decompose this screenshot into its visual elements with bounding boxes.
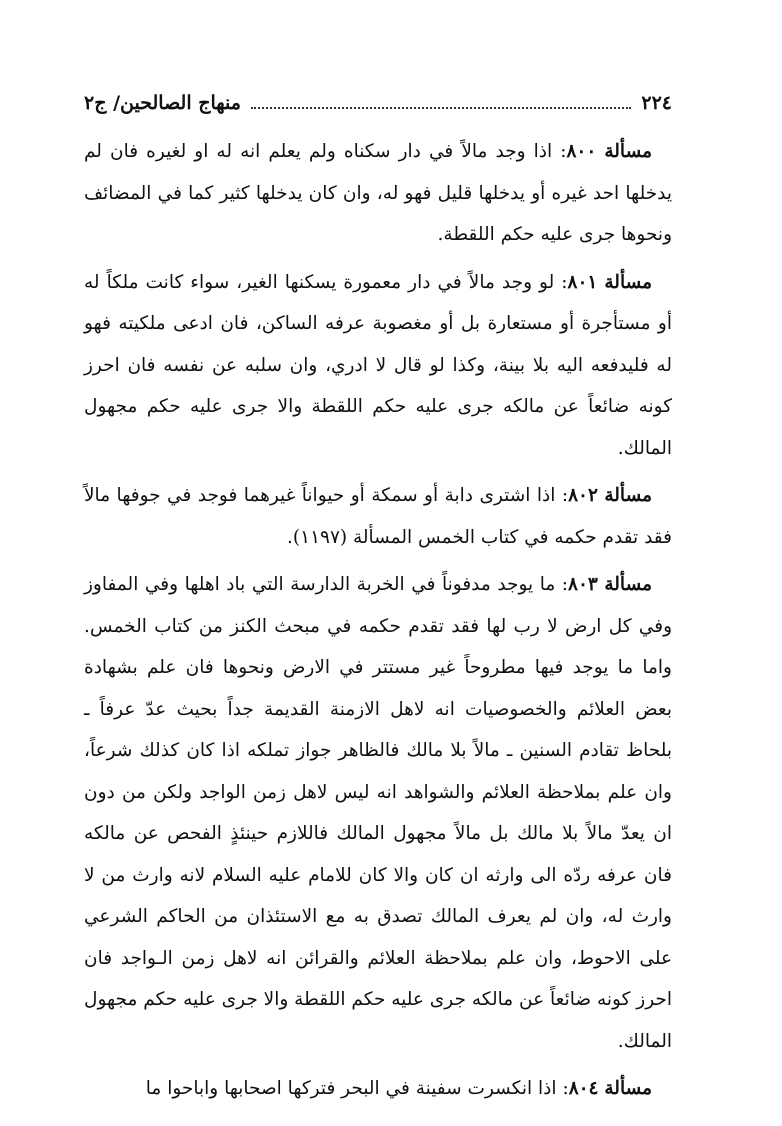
issue-label: مسألة (604, 574, 652, 595)
issue-number: ٨٠٢ (568, 485, 598, 506)
issue-label: مسألة (604, 271, 652, 293)
issue-text: ما يوجد مدفوناً في الخربة الدارسة التي باد اهلها وفي المفاوز وفي كل ارض لا رب لها فقد تقدم حكمه في مبحث الكنز من كتاب الخمس. واما ما يوجد فيها مطروحاً غير مستتر في الارض ونحوها فان علم بشهادة بعض العلائم والخصوصيات انه لاهل الازمنة القديمة جداً بحيث عدّ عرفاً ـ بلحاظ تقادم السنين ـ مالاً بلا مالك فالظاهر جواز تملكه اذا كان كذلك شرعاً، وان علم بملاحظة العلائم والشواهد انه ليس لاهل زمن الواجد ولكن من دون ان يعدّ مالاً بلا مالك بل مالاً مجهول المالك فاللازم حينئذٍ الفحص عن مالكه فان عرفه ردّه الى وارثه ان كان والا كان للامام عليه السلام لانه وارث من لا وارث له، وان لم يعرف المالك تصدق به مع الاستئذان من الحاكم الشرعي على الاحوط، وان علم بملاحظة العلائم والقرائن انه لاهل زمن الـواجد فان احرز كونه ضائعاً عن مالكه جرى عليه حكم اللقطة والا جرى عليه حكم مجهول المالك. (84, 574, 672, 1052)
issue-text: اذا انكسرت سفينة في البحر فتركها اصحابها واباحوا ما (145, 1078, 557, 1099)
issue-804: مسألة ٨٠٤: اذا انكسرت سفينة في البحر فتركها اصحابها واباحوا ما (145, 1078, 652, 1099)
issue-802: مسألة ٨٠٢: اذا اشترى دابة أو سمكة أو حيواناً غيرهما فوجد في جوفها مالاً فقد تقدم حكمه في كتاب الخمس المسألة (١١٩٧). (84, 485, 672, 548)
issue-text: لو وجد مالاً في دار معمورة يسكنها الغير، سواء كانت ملكاً له أو مستأجرة أو مستعارة بل أو مغصوبة عرفه الساكن، فان ادعى ملكيته فهو له فليدفعه اليه بلا بينة، وكذا لو قال لا ادري، وان سلبه عن نفسه فان احرز كونه ضائعاً عن مالكه جرى عليه حكم اللقطة والا جرى عليه حكم مجهول المالك. (84, 271, 672, 459)
issue-number: ٨٠٣ (568, 574, 598, 595)
issue-label: مسألة (604, 1078, 652, 1099)
issue-800: مسألة ٨٠٠: اذا وجد مالاً في دار سكناه ولم يعلم انه له او لغيره فان لم يدخلها احد غيره أو يدخلها قليل فهو له، وان كان يدخلها كثير كما في المضائف ونحوها جرى عليه حكم اللقطة. (84, 141, 672, 245)
issue-label: مسألة (604, 141, 652, 162)
header-leader-dots (251, 107, 631, 109)
issue-label: مسألة (604, 485, 652, 506)
page-number: ٢٢٤ (641, 92, 672, 114)
issue-text: اذا اشترى دابة أو سمكة أو حيواناً غيرهما فوجد في جوفها مالاً فقد تقدم حكمه في كتاب الخمس المسألة (١١٩٧). (84, 485, 672, 548)
running-header (84, 92, 672, 115)
issue-text: اذا وجد مالاً في دار سكناه ولم يعلم انه له او لغيره فان لم يدخلها احد غيره أو يدخلها قليل فهو له، وان كان يدخلها كثير كما في المضائف ونحوها جرى عليه حكم اللقطة. (84, 141, 672, 245)
issue-number: ٨٠٠ (566, 141, 597, 162)
issue-801: مسألة ٨٠١: لو وجد مالاً في دار معمورة يسكنها الغير، سواء كانت ملكاً له أو مستأجرة أو مستعارة بل أو مغصوبة عرفه الساكن، فان ادعى ملكيته فهو له فليدفعه اليه بلا بينة، وكذا لو قال لا ادري، وان سلبه عن نفسه فان احرز كونه ضائعاً عن مالكه جرى عليه حكم اللقطة والا جرى عليه حكم مجهول المالك. (84, 271, 672, 459)
issue-number: ٨٠٤ (568, 1078, 599, 1099)
issue-803: مسألة ٨٠٣: ما يوجد مدفوناً في الخربة الدارسة التي باد اهلها وفي المفاوز وفي كل ارض لا رب لها فقد تقدم حكمه في مبحث الكنز من كتاب الخمس. واما ما يوجد فيها مطروحاً غير مستتر في الارض ونحوها فان علم بشهادة بعض العلائم والخصوصيات انه لاهل الازمنة القديمة جداً بحيث عدّ عرفاً ـ بلحاظ تقادم السنين ـ مالاً بلا مالك فالظاهر جواز تملكه اذا كان كذلك شرعاً، وان علم بملاحظة العلائم والشواهد انه ليس لاهل زمن الواجد ولكن من دون ان يعدّ مالاً بلا مالك بل مالاً مجهول المالك فاللازم حينئذٍ الفحص عن مالكه فان عرفه ردّه الى وارثه ان كان والا كان للامام عليه السلام لانه وارث من لا وارث له، وان لم يعرف المالك تصدق به مع الاستئذان من الحاكم الشرعي على الاحوط، وان علم بملاحظة العلائم والقرائن انه لاهل زمن الـواجد فان احرز كونه ضائعاً عن مالكه جرى عليه حكم اللقطة والا جرى عليه حكم مجهول المالك. (84, 574, 672, 1052)
book-title: منهاج الصالحين/ ج٢ (84, 92, 241, 114)
issue-number: ٨٠١ (567, 271, 598, 293)
